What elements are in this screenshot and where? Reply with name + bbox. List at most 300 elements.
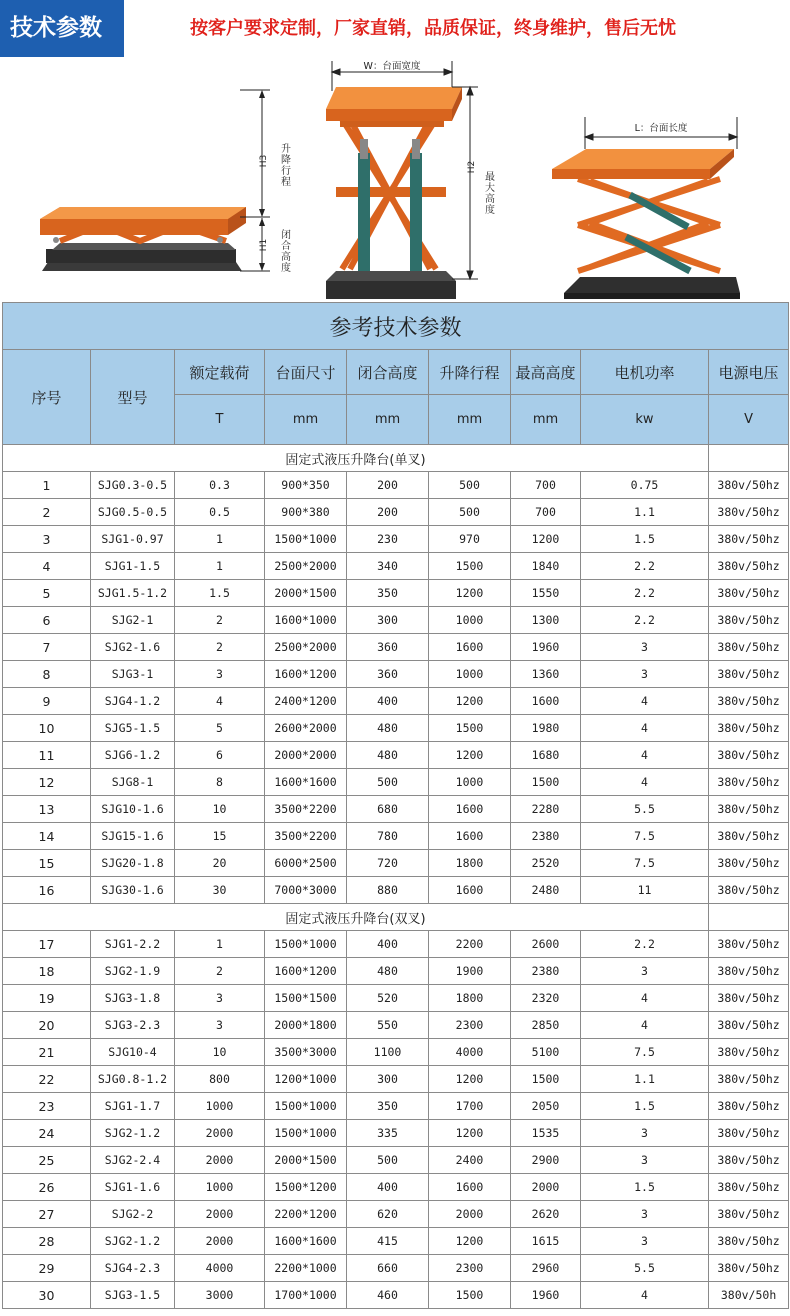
table-cell: 500 (347, 769, 429, 796)
table-cell: 4000 (429, 1039, 511, 1066)
table-cell: 3500*2200 (265, 796, 347, 823)
table-cell: 2300 (429, 1255, 511, 1282)
header-cell: 型号 (91, 350, 175, 445)
unit-cell: mm (511, 395, 581, 445)
table-cell: SJG5-1.5 (91, 715, 175, 742)
table-cell: 6 (175, 742, 265, 769)
table-cell: 1500*1000 (265, 1120, 347, 1147)
table-cell: 7.5 (581, 823, 709, 850)
table-cell: 780 (347, 823, 429, 850)
table-cell: 1600 (429, 877, 511, 904)
table-cell: 2200 (429, 931, 511, 958)
header-cell: 电机功率 (581, 350, 709, 395)
table-cell: 4 (3, 553, 91, 580)
raised-lift-image (326, 87, 462, 299)
table-cell: SJG8-1 (91, 769, 175, 796)
table-cell: 1500 (429, 1282, 511, 1309)
table-cell: 28 (3, 1228, 91, 1255)
table-cell: 1200*1000 (265, 1066, 347, 1093)
table-cell: 1600*1600 (265, 769, 347, 796)
table-cell: 3500*2200 (265, 823, 347, 850)
table-cell: 11 (3, 742, 91, 769)
table-cell: 2300 (429, 1012, 511, 1039)
table-cell: SJG2-1.2 (91, 1228, 175, 1255)
table-cell: 3 (581, 1120, 709, 1147)
table-cell: 380v/50hz (709, 769, 789, 796)
table-cell: 2 (3, 499, 91, 526)
table-cell: 1.1 (581, 499, 709, 526)
table-cell: 1500 (429, 553, 511, 580)
table-cell: 4 (175, 688, 265, 715)
table-cell: 6000*2500 (265, 850, 347, 877)
header-cell: 序号 (3, 350, 91, 445)
table-cell: 7.5 (581, 1039, 709, 1066)
table-cell: 1500*1000 (265, 526, 347, 553)
table-cell: 5.5 (581, 1255, 709, 1282)
lift-illustration (0, 57, 790, 302)
table-cell: 16 (3, 877, 91, 904)
table-cell: SJG2-1.6 (91, 634, 175, 661)
table-cell: 2200*1200 (265, 1201, 347, 1228)
table-cell: 1615 (511, 1228, 581, 1255)
table-cell: 1500 (429, 715, 511, 742)
table-cell: 10 (175, 1039, 265, 1066)
table-cell: SJG3-1 (91, 661, 175, 688)
table-cell: SJG10-1.6 (91, 796, 175, 823)
table-cell: 340 (347, 553, 429, 580)
closed-lift-image (40, 207, 246, 271)
table-cell: 4 (581, 985, 709, 1012)
table-cell: 2 (175, 634, 265, 661)
table-cell: 500 (429, 472, 511, 499)
table-row (3, 877, 789, 904)
header-cell: 额定载荷 (175, 350, 265, 395)
table-cell: 1680 (511, 742, 581, 769)
table-cell: 2400 (429, 1147, 511, 1174)
table-cell: SJG2-2.4 (91, 1147, 175, 1174)
table-cell: 1360 (511, 661, 581, 688)
table-cell: 380v/50hz (709, 877, 789, 904)
table-cell: SJG2-2 (91, 1201, 175, 1228)
unit-cell: kw (581, 395, 709, 445)
table-row (3, 688, 789, 715)
table-cell: 11 (581, 877, 709, 904)
table-cell: 26 (3, 1174, 91, 1201)
table-cell: 1000 (429, 769, 511, 796)
table-cell: 2000 (175, 1201, 265, 1228)
table-cell: 380v/50hz (709, 607, 789, 634)
table-cell: 1.5 (581, 1093, 709, 1120)
table-cell: 1500*1200 (265, 1174, 347, 1201)
table-cell: 30 (175, 877, 265, 904)
table-cell: 2620 (511, 1201, 581, 1228)
table-cell: 5100 (511, 1039, 581, 1066)
table-cell: 2320 (511, 985, 581, 1012)
header-cell: 台面尺寸 (265, 350, 347, 395)
table-cell: 6 (3, 607, 91, 634)
table-cell: 19 (3, 985, 91, 1012)
table-row (3, 1255, 789, 1282)
table-cell: 3 (581, 958, 709, 985)
table-cell: 460 (347, 1282, 429, 1309)
table-cell: 0.5 (175, 499, 265, 526)
table-row (3, 715, 789, 742)
table-cell: 380v/50hz (709, 661, 789, 688)
table-cell: 335 (347, 1120, 429, 1147)
table-cell: 380v/50hz (709, 472, 789, 499)
table-cell: 3 (175, 661, 265, 688)
table-cell: 400 (347, 931, 429, 958)
table-cell: 380v/50hz (709, 580, 789, 607)
table-cell: 2500*2000 (265, 553, 347, 580)
table-cell: 1600 (429, 796, 511, 823)
table-cell: 2000 (429, 1201, 511, 1228)
table-cell: 1200 (429, 1120, 511, 1147)
table-cell: 900*380 (265, 499, 347, 526)
table-cell: 3 (175, 985, 265, 1012)
table-cell: 1200 (429, 580, 511, 607)
table-cell: 300 (347, 607, 429, 634)
table-row (3, 1201, 789, 1228)
table-cell: 2000*2000 (265, 742, 347, 769)
table-cell: 3000 (175, 1282, 265, 1309)
table-cell: 2 (175, 607, 265, 634)
table-cell: 380v/50hz (709, 1174, 789, 1201)
table-cell: 1500*1500 (265, 985, 347, 1012)
table-cell: 2480 (511, 877, 581, 904)
table-cell: 1200 (429, 688, 511, 715)
table-cell: 1300 (511, 607, 581, 634)
h3-label: 升降行程 (278, 143, 290, 187)
table-cell: 0.75 (581, 472, 709, 499)
table-cell: SJG3-1.8 (91, 985, 175, 1012)
table-cell: SJG1-2.2 (91, 931, 175, 958)
table-cell: 1535 (511, 1120, 581, 1147)
table-cell: 350 (347, 1093, 429, 1120)
table-cell: 3 (3, 526, 91, 553)
table-cell: 2600 (511, 931, 581, 958)
header-row (3, 350, 789, 395)
table-cell: 3 (581, 1228, 709, 1255)
table-cell: 2 (175, 958, 265, 985)
table-cell: 7000*3000 (265, 877, 347, 904)
table-cell: 22 (3, 1066, 91, 1093)
table-cell: SJG30-1.6 (91, 877, 175, 904)
table-cell: 1500 (511, 1066, 581, 1093)
table-cell: 1500*1000 (265, 931, 347, 958)
table-cell: 1980 (511, 715, 581, 742)
table-cell: SJG4-2.3 (91, 1255, 175, 1282)
table-cell: 3 (581, 661, 709, 688)
table-cell: 2000*1500 (265, 1147, 347, 1174)
table-cell: 700 (511, 472, 581, 499)
table-cell: 15 (175, 823, 265, 850)
table-cell: 1600*1200 (265, 661, 347, 688)
table-cell: 18 (3, 958, 91, 985)
table-cell: 1500*1000 (265, 1093, 347, 1120)
table-cell: 3500*3000 (265, 1039, 347, 1066)
table-cell: 2500*2000 (265, 634, 347, 661)
group-title: 固定式液压升降台(双叉) (3, 904, 709, 931)
table-cell: 2.2 (581, 931, 709, 958)
table-cell: 400 (347, 1174, 429, 1201)
table-row (3, 958, 789, 985)
h3-code: H3 (259, 154, 269, 168)
table-cell: 2600*2000 (265, 715, 347, 742)
table-cell: 380v/50hz (709, 958, 789, 985)
double-scissor-lift-image (552, 149, 740, 299)
table-cell: 15 (3, 850, 91, 877)
table-cell: 1960 (511, 1282, 581, 1309)
table-cell: 2050 (511, 1093, 581, 1120)
table-cell: 1840 (511, 553, 581, 580)
table-cell: 1900 (429, 958, 511, 985)
table-cell: 230 (347, 526, 429, 553)
table-row (3, 580, 789, 607)
table-cell: SJG0.5-0.5 (91, 499, 175, 526)
table-cell: 380v/50hz (709, 634, 789, 661)
table-row (3, 553, 789, 580)
table-cell: 1550 (511, 580, 581, 607)
table-cell: 7 (3, 634, 91, 661)
table-cell: 24 (3, 1120, 91, 1147)
table-cell: 29 (3, 1255, 91, 1282)
table-title: 参考技术参数 (3, 303, 789, 350)
table-cell: 380v/50hz (709, 715, 789, 742)
table-cell: 30 (3, 1282, 91, 1309)
table-cell: 23 (3, 1093, 91, 1120)
unit-cell: T (175, 395, 265, 445)
table-cell: 1960 (511, 634, 581, 661)
table-cell: 10 (3, 715, 91, 742)
table-cell: SJG3-2.3 (91, 1012, 175, 1039)
table-cell: 380v/50hz (709, 823, 789, 850)
group-spacer (709, 445, 789, 472)
table-row (3, 1039, 789, 1066)
header-cell: 闭合高度 (347, 350, 429, 395)
table-cell: 1200 (429, 1228, 511, 1255)
table-row (3, 985, 789, 1012)
table-cell: 5 (3, 580, 91, 607)
table-cell: 4000 (175, 1255, 265, 1282)
table-cell: 380v/50hz (709, 553, 789, 580)
table-cell: 1 (175, 931, 265, 958)
table-cell: 1200 (511, 526, 581, 553)
table-cell: 520 (347, 985, 429, 1012)
table-cell: 380v/50hz (709, 931, 789, 958)
table-cell: 350 (347, 580, 429, 607)
table-cell: 900*350 (265, 472, 347, 499)
table-row (3, 1174, 789, 1201)
table-cell: 3 (175, 1012, 265, 1039)
table-cell: 2200*1000 (265, 1255, 347, 1282)
table-cell: 2000 (175, 1120, 265, 1147)
h1-label: 闭合高度 (278, 229, 290, 273)
table-cell: 1600*1200 (265, 958, 347, 985)
table-row (3, 850, 789, 877)
table-cell: 3 (581, 1201, 709, 1228)
table-cell: 550 (347, 1012, 429, 1039)
table-cell: 2000*1800 (265, 1012, 347, 1039)
table-cell: 480 (347, 742, 429, 769)
unit-cell: mm (347, 395, 429, 445)
table-row (3, 1228, 789, 1255)
table-cell: 20 (3, 1012, 91, 1039)
table-cell: 2000 (175, 1147, 265, 1174)
table-cell: 12 (3, 769, 91, 796)
table-cell: 4 (581, 742, 709, 769)
table-cell: 380v/50h (709, 1282, 789, 1309)
table-cell: 380v/50hz (709, 1039, 789, 1066)
table-cell: SJG2-1.9 (91, 958, 175, 985)
table-cell: 3 (581, 634, 709, 661)
table-cell: 480 (347, 715, 429, 742)
table-cell: 2960 (511, 1255, 581, 1282)
table-cell: 2000 (511, 1174, 581, 1201)
table-row (3, 499, 789, 526)
table-cell: 880 (347, 877, 429, 904)
table-row (3, 607, 789, 634)
table-row (3, 472, 789, 499)
table-cell: SJG15-1.6 (91, 823, 175, 850)
table-cell: 1.5 (175, 580, 265, 607)
table-cell: 2000 (175, 1228, 265, 1255)
table-cell: SJG6-1.2 (91, 742, 175, 769)
table-cell: 380v/50hz (709, 526, 789, 553)
table-cell: 2.2 (581, 580, 709, 607)
length-label: L：台面长度 (634, 123, 688, 134)
table-cell: 500 (347, 1147, 429, 1174)
table-cell: 4 (581, 769, 709, 796)
table-cell: 25 (3, 1147, 91, 1174)
table-cell: SJG3-1.5 (91, 1282, 175, 1309)
table-cell: 1000 (429, 661, 511, 688)
table-row (3, 661, 789, 688)
spec-table (2, 302, 789, 1309)
table-cell: 380v/50hz (709, 1120, 789, 1147)
header-cell: 电源电压 (709, 350, 789, 395)
table-cell: 380v/50hz (709, 1147, 789, 1174)
unit-cell: mm (429, 395, 511, 445)
table-cell: SJG1-1.6 (91, 1174, 175, 1201)
table-cell: 1 (175, 526, 265, 553)
table-cell: 500 (429, 499, 511, 526)
table-cell: 9 (3, 688, 91, 715)
section-tag: 技术参数 (0, 0, 124, 57)
table-cell: 360 (347, 634, 429, 661)
table-cell: 1100 (347, 1039, 429, 1066)
table-cell: 2.2 (581, 553, 709, 580)
table-row (3, 823, 789, 850)
table-cell: 380v/50hz (709, 1066, 789, 1093)
table-cell: 1600*1600 (265, 1228, 347, 1255)
table-cell: 1000 (175, 1093, 265, 1120)
table-row (3, 1282, 789, 1309)
table-cell: 300 (347, 1066, 429, 1093)
table-row (3, 1093, 789, 1120)
table-cell: 680 (347, 796, 429, 823)
width-label: W：台面宽度 (363, 61, 421, 72)
table-cell: SJG10-4 (91, 1039, 175, 1066)
table-cell: 0.3 (175, 472, 265, 499)
table-cell: 380v/50hz (709, 850, 789, 877)
table-cell: SJG4-1.2 (91, 688, 175, 715)
table-cell: 380v/50hz (709, 499, 789, 526)
table-cell: 380v/50hz (709, 1201, 789, 1228)
table-cell: 17 (3, 931, 91, 958)
table-cell: 1.5 (581, 1174, 709, 1201)
table-cell: 800 (175, 1066, 265, 1093)
table-cell: 200 (347, 472, 429, 499)
table-cell: 27 (3, 1201, 91, 1228)
table-cell: 1800 (429, 850, 511, 877)
table-cell: 1.1 (581, 1066, 709, 1093)
table-cell: 380v/50hz (709, 688, 789, 715)
table-cell: 1600 (429, 634, 511, 661)
table-cell: 360 (347, 661, 429, 688)
table-cell: 1700*1000 (265, 1282, 347, 1309)
table-cell: 2520 (511, 850, 581, 877)
table-cell: 20 (175, 850, 265, 877)
table-cell: 1600*1000 (265, 607, 347, 634)
table-cell: 380v/50hz (709, 796, 789, 823)
table-cell: 8 (3, 661, 91, 688)
table-cell: 2000*1500 (265, 580, 347, 607)
table-cell: SJG2-1 (91, 607, 175, 634)
table-cell: 4 (581, 1012, 709, 1039)
table-cell: 4 (581, 688, 709, 715)
table-cell: 8 (175, 769, 265, 796)
table-cell: 1000 (175, 1174, 265, 1201)
table-cell: 2850 (511, 1012, 581, 1039)
table-row (3, 796, 789, 823)
table-row (3, 526, 789, 553)
table-cell: SJG1-0.97 (91, 526, 175, 553)
header-cell: 最高高度 (511, 350, 581, 395)
table-cell: 1200 (429, 1066, 511, 1093)
table-cell: SJG2-1.2 (91, 1120, 175, 1147)
lift-diagram (0, 57, 790, 302)
table-cell: 5.5 (581, 796, 709, 823)
table-cell: 380v/50hz (709, 1093, 789, 1120)
banner (0, 0, 790, 57)
table-cell: SJG0.8-1.2 (91, 1066, 175, 1093)
table-cell: 2400*1200 (265, 688, 347, 715)
table-row (3, 931, 789, 958)
group-row (3, 904, 789, 931)
table-row (3, 1147, 789, 1174)
table-cell: 21 (3, 1039, 91, 1066)
table-cell: 5 (175, 715, 265, 742)
table-cell: 1600 (511, 688, 581, 715)
table-cell: 720 (347, 850, 429, 877)
table-row (3, 742, 789, 769)
table-cell: SJG1-1.7 (91, 1093, 175, 1120)
table-cell: 2900 (511, 1147, 581, 1174)
table-cell: 14 (3, 823, 91, 850)
table-cell: 4 (581, 715, 709, 742)
h2-label: 最大高度 (482, 171, 494, 215)
table-cell: 970 (429, 526, 511, 553)
table-cell: SJG1-1.5 (91, 553, 175, 580)
table-cell: 1500 (511, 769, 581, 796)
table-cell: 660 (347, 1255, 429, 1282)
table-cell: 1800 (429, 985, 511, 1012)
table-cell: 415 (347, 1228, 429, 1255)
table-cell: 1200 (429, 742, 511, 769)
table-cell: 380v/50hz (709, 742, 789, 769)
group-title: 固定式液压升降台(单叉) (3, 445, 709, 472)
